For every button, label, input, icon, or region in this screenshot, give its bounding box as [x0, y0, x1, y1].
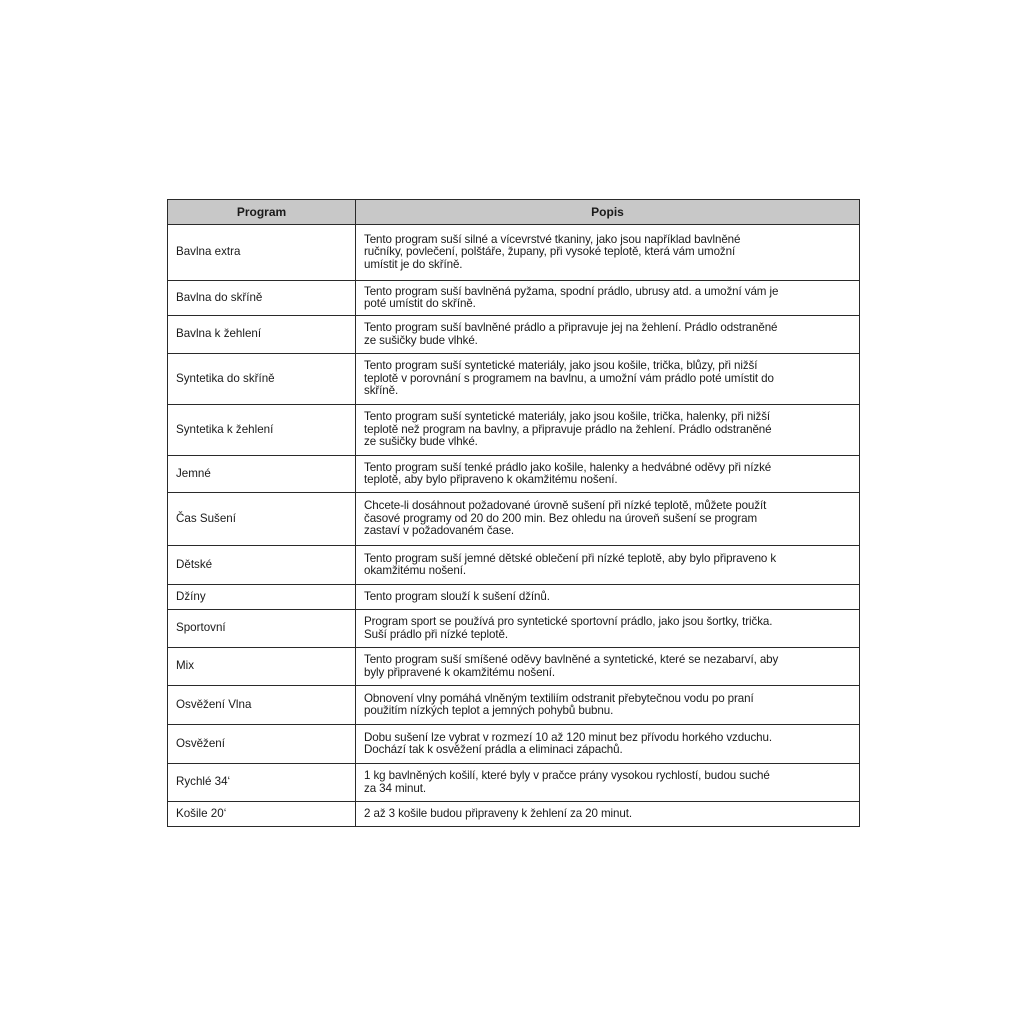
program-description: Obnovení vlny pomáhá vlněným textiliím odstranit přebytečnou vodu po praní použitím nízkých teplot a jemných pohybů bubnu. [356, 686, 860, 725]
table-header-row [168, 200, 860, 225]
program-description: Chcete-li dosáhnout požadované úrovně sušení při nízké teplotě, můžete použít časové programy od 20 do 200 min. Bez ohledu na úroveň sušení se program zastaví v požadovaném čase. [356, 493, 860, 546]
table-row [168, 648, 860, 686]
table-row [168, 405, 860, 456]
program-name: Džíny [168, 585, 356, 610]
program-name: Osvěžení [168, 725, 356, 764]
program-name: Syntetika do skříně [168, 354, 356, 405]
program-name: Osvěžení Vlna [168, 686, 356, 725]
program-name: Bavlna extra [168, 225, 356, 281]
program-name: Jemné [168, 456, 356, 493]
program-description: Tento program suší silné a vícevrstvé tkaniny, jako jsou například bavlněné ručníky, povlečení, polštáře, župany, při vysoké teplotě, která vám umožní umístit je do skříně. [356, 225, 860, 281]
table-row [168, 802, 860, 827]
table-row [168, 686, 860, 725]
program-name: Košile 20‘ [168, 802, 356, 827]
table-row [168, 354, 860, 405]
header-program: Program [168, 200, 356, 225]
program-name: Rychlé 34‘ [168, 764, 356, 802]
table-row [168, 764, 860, 802]
table-row [168, 225, 860, 281]
program-table [167, 199, 860, 827]
program-name: Bavlna k žehlení [168, 316, 356, 354]
program-description: Tento program suší bavlněné prádlo a připravuje jej na žehlení. Prádlo odstraněné ze sušičky bude vlhké. [356, 316, 860, 354]
table-row [168, 456, 860, 493]
table-row [168, 281, 860, 316]
program-description: Program sport se používá pro syntetické sportovní prádlo, jako jsou šortky, trička. Suší prádlo při nízké teplotě. [356, 610, 860, 648]
program-name: Mix [168, 648, 356, 686]
program-description: Dobu sušení lze vybrat v rozmezí 10 až 120 minut bez přívodu horkého vzduchu. Dochází tak k osvěžení prádla a eliminaci zápachů. [356, 725, 860, 764]
header-description: Popis [356, 200, 860, 225]
program-description: Tento program suší syntetické materiály, jako jsou košile, trička, halenky, při nižší teplotě než program na bavlny, a připravuje prádlo na žehlení. Prádlo odstraněné ze sušičky bude vlhké. [356, 405, 860, 456]
program-description: Tento program suší tenké prádlo jako košile, halenky a hedvábné oděvy při nízké teplotě, aby bylo připraveno k okamžitému nošení. [356, 456, 860, 493]
program-description: Tento program suší bavlněná pyžama, spodní prádlo, ubrusy atd. a umožní vám je poté umístit do skříně. [356, 281, 860, 316]
table-row [168, 493, 860, 546]
program-name: Čas Sušení [168, 493, 356, 546]
table-row [168, 610, 860, 648]
program-description: 2 až 3 košile budou připraveny k žehlení za 20 minut. [356, 802, 860, 827]
table-row [168, 316, 860, 354]
program-name: Syntetika k žehlení [168, 405, 356, 456]
program-name: Dětské [168, 546, 356, 585]
program-name: Sportovní [168, 610, 356, 648]
table-row [168, 725, 860, 764]
program-description: Tento program slouží k sušení džínů. [356, 585, 860, 610]
program-description: Tento program suší syntetické materiály, jako jsou košile, trička, blůzy, při nižší teplotě v porovnání s programem na bavlnu, a umožní vám prádlo poté umístit do skříně. [356, 354, 860, 405]
program-name: Bavlna do skříně [168, 281, 356, 316]
program-description: Tento program suší smíšené oděvy bavlněné a syntetické, které se nezabarví, aby byly připravené k okamžitému nošení. [356, 648, 860, 686]
table-row [168, 585, 860, 610]
program-description: Tento program suší jemné dětské oblečení při nízké teplotě, aby bylo připraveno k okamžitému nošení. [356, 546, 860, 585]
table-row [168, 546, 860, 585]
program-description: 1 kg bavlněných košilí, které byly v pračce prány vysokou rychlostí, budou suché za 34 minut. [356, 764, 860, 802]
